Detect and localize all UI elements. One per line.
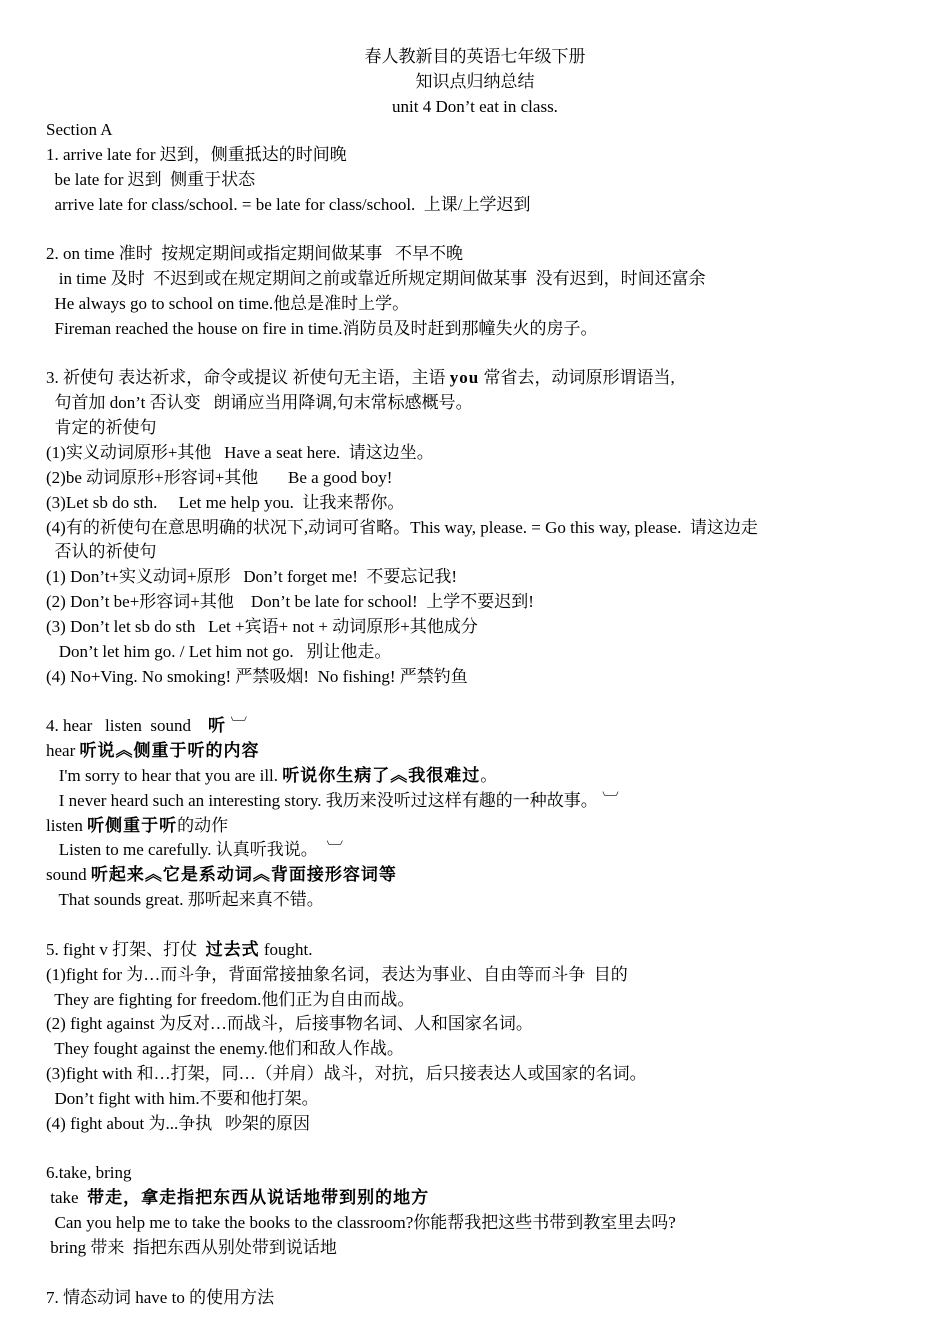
example-sentence: Listen to me carefully. 认真听我说。 ︺ (46, 840, 344, 860)
text-segment: 3. 祈使句 表达祈求，命令或提议 祈使句无主语，主语 (46, 368, 450, 388)
text-line: (4) fight about 为...争执 吵架的原因 (46, 1113, 310, 1133)
point-3-heading (46, 366, 936, 391)
point-7-heading: 7. 情态动词 have to 的使用方法 (46, 1287, 275, 1307)
bold-text: 听侧重于听 (87, 815, 178, 835)
blank-line (46, 913, 936, 938)
example-sentence: They fought against the enemy.他们和敌人作战。 (46, 1039, 404, 1059)
example-sentence: Can you help me to take the books to the classroom?你能帮我把这些书带到教室里去吗? (46, 1213, 676, 1233)
text-line (46, 863, 936, 888)
text-line: be late for 迟到 侧重于状态 (46, 169, 256, 189)
text-line: (3) Don’t let sb do sth Let +宾语+ not + 动词原形+其他成分 (46, 616, 478, 636)
blank-line (46, 1137, 936, 1162)
point-4-heading (46, 714, 936, 739)
text-segment: 5. fight v 打架、打仗 (46, 939, 206, 959)
document-subtitle: 知识点归纳总结 (415, 72, 535, 91)
bold-text: 听说你生病了︽我很难过 (282, 765, 481, 785)
text-segment: I'm sorry to hear that you are ill. (46, 765, 283, 785)
bold-text: 过去式 (205, 939, 260, 959)
example-sentence: That sounds great. 那听起来真不错。 (46, 890, 324, 910)
text-line: (1) Don’t+实义动词+原形 Don’t forget me! 不要忘记我! (46, 567, 458, 587)
document-header (0, 44, 950, 119)
text-line: in time 及时 不迟到或在规定期间之前或靠近所规定期间做某事 没有迟到，时间还富余 (46, 269, 706, 289)
text-segment: take (46, 1188, 88, 1208)
blank-line (46, 217, 936, 242)
text-line: (4) No+Ving. No smoking! 严禁吸烟! No fishing! 严禁钓鱼 (46, 666, 468, 686)
text-line: 句首加 don’t 否认变 朗诵应当用降调,句末常标感概号。 (46, 393, 473, 413)
text-line (46, 814, 936, 839)
text-segment: listen (46, 815, 88, 835)
bold-text: 听 (207, 716, 226, 736)
text-line: (4)有的祈使句在意思明确的状况下,动词可省略。This way, please. = Go this way, please. 请这边走 (46, 517, 758, 537)
example-sentence: He always go to school on time.他总是准时上学。 (46, 293, 410, 313)
document-body (46, 118, 936, 1311)
text-line: arrive late for class/school. = be late for class/school. 上课/上学迟到 (46, 194, 531, 214)
example-sentence: They are fighting for freedom.他们正为自由而战。 (46, 989, 415, 1009)
subheading: 否认的祈使句 (46, 542, 157, 562)
example-sentence: Don’t fight with him.不要和他打架。 (46, 1088, 319, 1108)
text-line: (1)实义动词原形+其他 Have a seat here. 请这边坐。 (46, 442, 434, 462)
subheading: 肯定的祈使句 (46, 418, 157, 438)
bold-text: 听起来︽它是系动词︽背面接形容词等 (90, 865, 397, 885)
point-5-heading (46, 938, 936, 963)
text-line: (2) Don’t be+形容词+其他 Don’t be late for school! 上学不要迟到! (46, 592, 534, 612)
example-sentence: I never heard such an interesting story. 我历来没听过这样有趣的一种故事。 ︺ (46, 790, 620, 810)
text-line (46, 1186, 936, 1211)
point-1-heading: 1. arrive late for 迟到，侧重抵达的时间晚 (46, 144, 347, 164)
text-line: (3)fight with 和…打架，同…（并肩）战斗，对抗，后只接表达人或国家的名词。 (46, 1064, 647, 1084)
text-segment: 常省去，动词原形谓语当, (479, 368, 675, 388)
text-line: (2) fight against 为反对…而战斗，后接事物名词、人和国家名词。 (46, 1014, 533, 1034)
text-line: bring 带来 指把东西从别处带到说话地 (46, 1237, 337, 1257)
text-line (46, 739, 936, 764)
text-segment: 。 (480, 765, 498, 785)
example-sentence (46, 764, 936, 789)
text-segment: 4. hear listen sound (46, 716, 208, 736)
section-heading: Section A (46, 120, 113, 139)
text-line: (1)fight for 为…而斗争，背面常接抽象名词，表达为事业、自由等而斗争 目的 (46, 964, 628, 984)
text-line: (3)Let sb do sth. Let me help you. 让我来帮你。 (46, 492, 405, 512)
blank-line (46, 1261, 936, 1286)
blank-line (46, 689, 936, 714)
bold-text: 听说︽侧重于听的内容 (79, 741, 260, 761)
text-segment: ︺ (225, 716, 248, 736)
bold-text: 带走，拿走指把东西从说话地带到别的地方 (87, 1188, 430, 1208)
blank-line (46, 342, 936, 367)
point-2-heading: 2. on time 准时 按规定期间或指定期间做某事 不早不晚 (46, 244, 463, 264)
text-segment: fought. (259, 939, 313, 959)
text-line: (2)be 动词原形+形容词+其他 Be a good boy! (46, 467, 393, 487)
document-title: 春人教新目的英语七年级下册 (364, 47, 586, 66)
point-6-heading: 6.take, bring (46, 1163, 132, 1183)
bold-text: you (449, 368, 480, 388)
text-segment: 的动作 (177, 815, 229, 835)
unit-title: unit 4 Don’t eat in class. (392, 97, 558, 116)
example-sentence: Don’t let him go. / Let him not go. 别让他走。 (46, 641, 392, 661)
text-segment: sound (46, 865, 91, 885)
example-sentence: Fireman reached the house on fire in time.消防员及时赶到那幢失火的房子。 (46, 318, 598, 338)
text-segment: hear (46, 741, 80, 761)
